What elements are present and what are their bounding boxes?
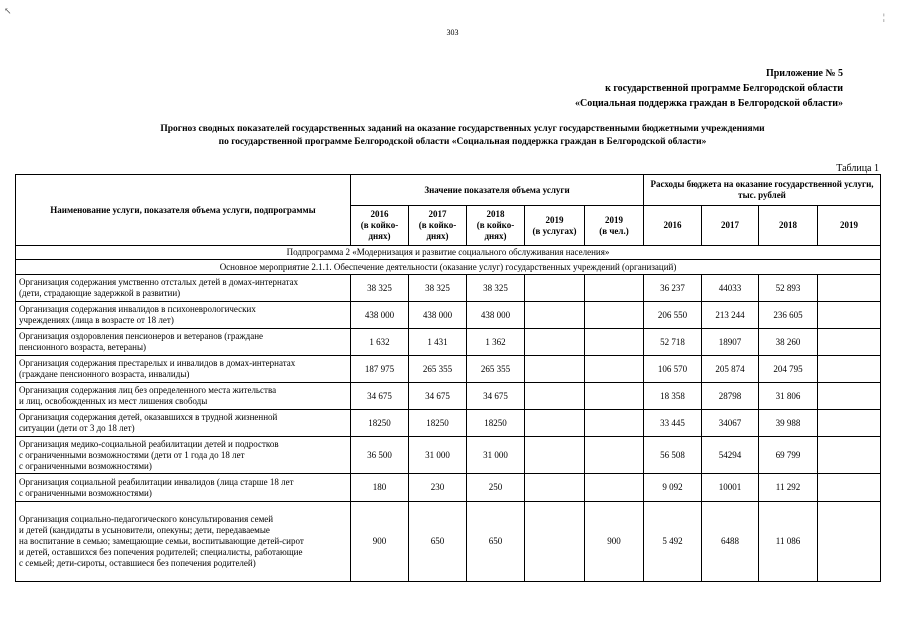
appendix-number: Приложение № 5 [765,68,843,79]
expense-cell: 236 605 [759,302,818,329]
volume-cell [585,329,644,356]
service-name-line: с ограниченными возможностями) [19,460,152,471]
service-name-line: ситуации (дети от 3 до 18 лет) [19,423,135,433]
volume-cell: 1 632 [351,329,409,356]
header-volume-year [351,206,409,246]
volume-cell [525,383,585,410]
service-name-cell [16,275,351,302]
header-volume-year [409,206,467,246]
expense-cell: 31 806 [759,383,818,410]
indicators-table [15,174,881,582]
table-row [16,356,881,383]
measure-row: Основное мероприятие 2.1.1. Обеспечение деятельности (оказание услуг) государственных учреждений (организаций) [16,260,881,275]
header-year-text: (в койко- [360,220,399,230]
volume-cell: 187 975 [351,356,409,383]
header-year-text: днях) [368,231,391,241]
header-year-text: 2016 [370,209,389,219]
expense-cell: 36 237 [644,275,702,302]
volume-cell: 38 325 [351,275,409,302]
volume-cell [525,410,585,437]
expense-cell: 11 086 [759,502,818,582]
volume-cell [585,302,644,329]
service-name-line: Организация содержания лиц без определенного места жительства [19,385,277,395]
volume-cell [525,474,585,502]
volume-cell: 18250 [351,410,409,437]
expense-cell [818,474,881,502]
header-expense-year: 2017 [702,206,759,246]
expense-cell [818,410,881,437]
volume-cell [585,410,644,437]
expense-cell: 52 718 [644,329,702,356]
service-name-cell [16,502,351,582]
service-name-line: (граждане пенсионного возраста, инвалиды) [19,369,190,379]
volume-cell: 650 [409,502,467,582]
volume-cell [525,502,585,582]
expense-cell [818,437,881,474]
service-name-line: с ограниченными возможностями) [19,487,152,498]
service-name-line: с семьей; дети-сироты, оставшиеся без попечения родителей) [19,558,256,568]
expense-cell: 106 570 [644,356,702,383]
header-expense-year: 2016 [644,206,702,246]
service-name-line: Организация медико-социальной реабилитации детей и подростков [19,438,279,449]
scan-mark: ¦ [883,12,885,22]
service-name-line: Организация содержания престарелых и инвалидов в домах-интернатах [19,358,296,368]
volume-cell [585,474,644,502]
header-expense-year: 2019 [818,206,881,246]
volume-cell [525,275,585,302]
expense-cell: 18 358 [644,383,702,410]
volume-cell [525,302,585,329]
expense-cell: 44033 [702,275,759,302]
header-year-text: (в койко- [476,220,515,230]
service-name-line: на воспитание в семью; замещающие семьи, воспитывающие детей-сирот [19,536,304,546]
expense-cell: 18907 [702,329,759,356]
expense-cell: 10001 [702,474,759,502]
expense-cell: 6488 [702,502,759,582]
expense-cell: 54294 [702,437,759,474]
service-name-line: и детей, оставшихся без попечения родителей; специалисты, работающие [19,547,303,557]
header-volume-year [467,206,525,246]
expense-cell [818,275,881,302]
service-name-line: и лиц, освобожденных из мест лишения свободы [19,396,208,406]
header-name-column: Наименование услуги, показателя объема услуги, подпрограммы [16,175,351,246]
volume-cell: 265 355 [467,356,525,383]
expense-cell: 39 988 [759,410,818,437]
volume-cell: 650 [467,502,525,582]
volume-cell: 31 000 [467,437,525,474]
header-year-text: 2018 [486,209,505,219]
table-row [16,474,881,502]
document-title [40,123,885,149]
volume-cell: 38 325 [467,275,525,302]
scan-mark: ↖ [4,6,12,16]
page-number: 303 [446,28,459,37]
volume-cell [585,383,644,410]
service-name-cell [16,437,351,474]
header-expense-year: 2018 [759,206,818,246]
service-name-cell [16,474,351,502]
volume-cell: 31 000 [409,437,467,474]
appendix-heading [575,66,843,111]
volume-cell: 438 000 [467,302,525,329]
service-name-line: Организация социально-педагогического консультирования семей [19,514,274,524]
volume-cell [525,437,585,474]
volume-cell: 438 000 [409,302,467,329]
service-name-line: и детей (кандидаты в усыновители, опекуны; дети, передаваемые [19,525,270,535]
table-label: Таблица 1 [836,163,879,174]
header-year-text: днях) [426,231,449,241]
service-name-line: Организация оздоровления пенсионеров и ветеранов (граждане [19,331,264,341]
expense-cell: 38 260 [759,329,818,356]
expense-cell: 205 874 [702,356,759,383]
expense-cell [818,329,881,356]
service-name-line: Организация содержания детей, оказавшихся в трудной жизненной [19,412,278,422]
volume-cell [525,356,585,383]
volume-cell: 180 [351,474,409,502]
expense-cell: 9 092 [644,474,702,502]
table-row [16,329,881,356]
volume-cell: 18250 [409,410,467,437]
expense-cell: 5 492 [644,502,702,582]
subprogram-row: Подпрограмма 2 «Модернизация и развитие социального обслуживания населения» [16,246,881,260]
expense-cell: 11 292 [759,474,818,502]
expense-cell: 56 508 [644,437,702,474]
volume-cell [585,275,644,302]
header-volume-group: Значение показателя объема услуги [351,175,644,206]
volume-cell: 38 325 [409,275,467,302]
volume-cell [585,437,644,474]
service-name-cell [16,410,351,437]
volume-cell [585,356,644,383]
volume-cell: 265 355 [409,356,467,383]
header-year-text: (в услугах) [532,225,577,236]
header-volume-year [525,206,585,246]
service-name-cell [16,329,351,356]
expense-cell: 69 799 [759,437,818,474]
header-year-text: днях) [484,231,507,241]
service-name-cell [16,302,351,329]
service-name-line: с ограниченными возможностями (дети от 1 года до 18 лет [19,449,245,460]
expense-cell: 33 445 [644,410,702,437]
volume-cell: 230 [409,474,467,502]
volume-cell: 18250 [467,410,525,437]
expense-cell [818,302,881,329]
service-name-line: (дети, страдающие задержкой в развитии) [19,288,181,298]
header-year-text: (в чел.) [599,225,629,236]
document-title-line: по государственной программе Белгородской области «Социальная поддержка граждан в Белгородской области» [218,137,707,147]
expense-cell: 204 795 [759,356,818,383]
volume-cell: 34 675 [467,383,525,410]
expense-cell: 34067 [702,410,759,437]
volume-cell: 34 675 [351,383,409,410]
expense-cell: 213 244 [702,302,759,329]
volume-cell: 900 [351,502,409,582]
header-year-text: 2017 [428,209,447,219]
service-name-line: Организация социальной реабилитации инвалидов (лица старше 18 лет [19,476,294,487]
header-year-text: 2019 [545,214,564,225]
service-name-line: учреждениях (лица в возрасте от 18 лет) [19,315,174,325]
appendix-program-name: «Социальная поддержка граждан в Белгородской области» [574,98,843,109]
expense-cell: 206 550 [644,302,702,329]
service-name-cell [16,383,351,410]
table-row [16,383,881,410]
header-expense-group: Расходы бюджета на оказание государственной услуги, тыс. рублей [644,175,881,206]
document-title-line: Прогноз сводных показателей государственных заданий на оказание государственных услуг государственными бюджетными учреждениями [160,124,765,134]
expense-cell [818,383,881,410]
service-name-cell [16,356,351,383]
volume-cell: 1 431 [409,329,467,356]
table-row [16,410,881,437]
expense-cell: 52 893 [759,275,818,302]
service-name-line: Организация содержания инвалидов в психоневрологических [19,304,256,314]
header-year-text: 2019 [605,214,623,225]
service-name-line: пенсионного возраста, ветераны) [19,342,147,352]
expense-cell [818,356,881,383]
appendix-program: к государственной программе Белгородской области [605,83,843,94]
volume-cell: 36 500 [351,437,409,474]
header-year-text: (в койко- [418,220,457,230]
volume-cell: 438 000 [351,302,409,329]
volume-cell: 900 [585,502,644,582]
volume-cell: 34 675 [409,383,467,410]
volume-cell: 250 [467,474,525,502]
volume-cell [525,329,585,356]
header-volume-year [585,206,644,246]
table-row [16,275,881,302]
volume-cell: 1 362 [467,329,525,356]
expense-cell [818,502,881,582]
table-row [16,502,881,582]
table-row [16,437,881,474]
table-row [16,302,881,329]
service-name-line: Организация содержания умственно отсталых детей в домах-интернатах [19,277,299,287]
expense-cell: 28798 [702,383,759,410]
